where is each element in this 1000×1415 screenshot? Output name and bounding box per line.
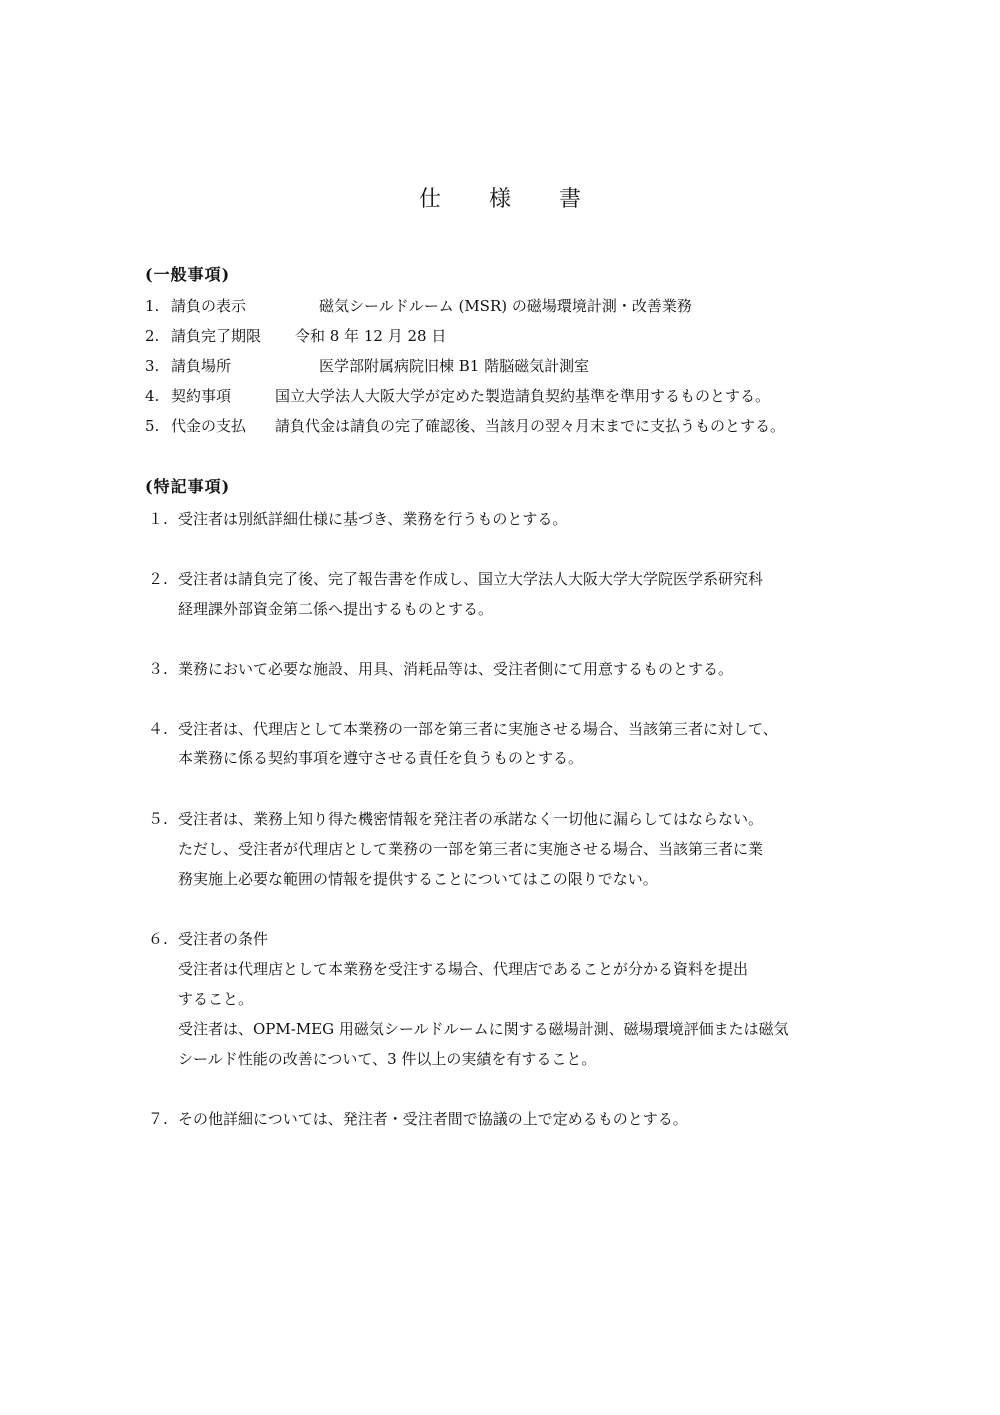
item-number: ７. [148, 1110, 168, 1128]
item-number: ６. [148, 930, 168, 948]
item-label: 代金の支払 [171, 417, 247, 435]
special-item [148, 808, 763, 829]
item-number: 5. [145, 417, 160, 435]
item-text: 受注者の条件 [178, 930, 269, 948]
item-text-continued: ただし、受注者が代理店として業務の一部を第三者に実施させる場合、当該第三者に業 [178, 840, 764, 858]
item-label: 契約事項 [171, 387, 232, 405]
item-text: 受注者は、代理店として本業務の一部を第三者に実施させる場合、当該第三者に対して、 [178, 720, 778, 738]
special-item [148, 658, 733, 679]
item-label: 請負の表示 [171, 297, 247, 315]
item-number: 4. [145, 387, 160, 405]
special-item [148, 1108, 688, 1129]
item-number: ２. [148, 570, 168, 588]
item-value: 請負代金は請負の完了確認後、当該月の翌々月末までに支払うものとする。 [275, 417, 786, 435]
special-item [148, 568, 763, 589]
item-label: 請負場所 [171, 357, 232, 375]
special-item [148, 928, 268, 949]
item-number: 1. [145, 297, 160, 315]
item-text-continued: すること。 [178, 990, 254, 1008]
item-text-continued: 受注者は代理店として本業務を受注する場合、代理店であることが分かる資料を提出 [178, 960, 749, 978]
special-item [148, 508, 567, 529]
item-text: 受注者は請負完了後、完了報告書を作成し、国立大学法人大阪大学大学院医学系研究科 [178, 570, 764, 588]
item-number: ５. [148, 810, 168, 828]
general-item [145, 295, 692, 316]
item-value: 国立大学法人大阪大学が定めた製造請負契約基準を準用するものとする。 [275, 387, 771, 405]
general-heading: (一般事項) [145, 265, 231, 284]
general-item [145, 355, 589, 376]
document-title: 仕様書 [418, 187, 629, 212]
item-number: ４. [148, 720, 168, 738]
item-label: 請負完了期限 [171, 327, 262, 345]
item-text: 受注者は、業務上知り得た機密情報を発注者の承諾なく一切他に漏らしてはならない。 [178, 810, 764, 828]
item-text: 受注者は別紙詳細仕様に基づき、業務を行うものとする。 [178, 510, 568, 528]
item-text-continued: シールド性能の改善について、3 件以上の実績を有すること。 [178, 1050, 597, 1068]
item-number: 2. [145, 327, 160, 345]
item-text: 業務において必要な施設、用具、消耗品等は、受注者側にて用意するものとする。 [178, 660, 734, 678]
general-item [145, 325, 446, 346]
item-number: １. [148, 510, 168, 528]
special-item [148, 718, 778, 739]
general-item [145, 385, 770, 406]
special-heading: (特記事項) [145, 477, 231, 496]
item-number: ３. [148, 660, 168, 678]
item-number: 3. [145, 357, 160, 375]
item-text-continued: 経理課外部資金第二係へ提出するものとする。 [178, 600, 494, 618]
general-item [145, 415, 785, 436]
item-value: 医学部附属病院旧棟 B1 階脳磁気計測室 [319, 357, 590, 375]
item-text-continued: 務実施上必要な範囲の情報を提供することについてはこの限りでない。 [178, 870, 658, 888]
item-text: その他詳細については、発注者・受注者間で協議の上で定めるものとする。 [178, 1110, 688, 1128]
item-value: 磁気シールドルーム (MSR) の磁場環境計測・改善業務 [319, 297, 692, 315]
item-text-continued: 本業務に係る契約事項を遵守させる責任を負うものとする。 [178, 749, 584, 767]
item-value: 令和 8 年 12 月 28 日 [295, 327, 447, 345]
item-text-continued: 受注者は、OPM-MEG 用磁気シールドルームに関する磁場計測、磁場環境評価または磁気 [178, 1020, 789, 1038]
